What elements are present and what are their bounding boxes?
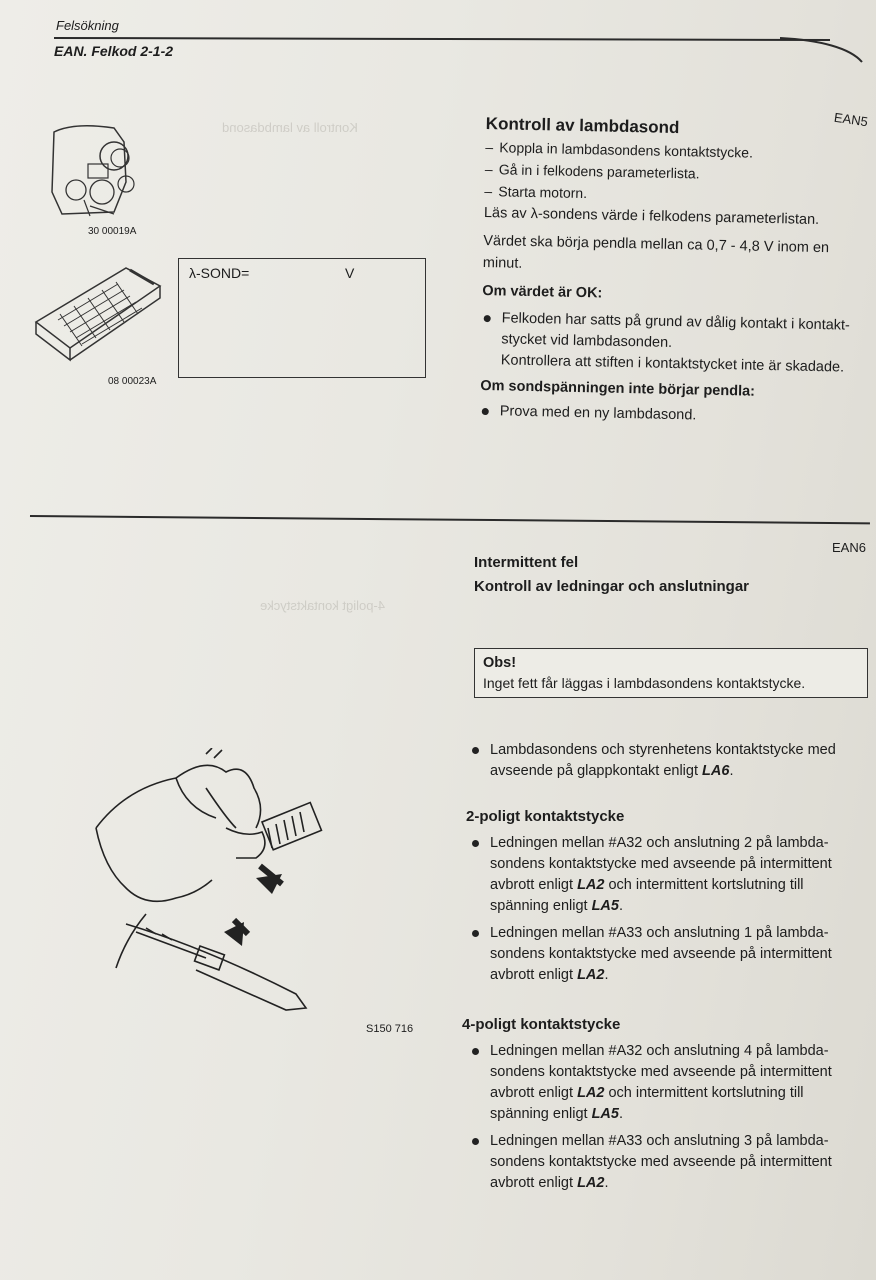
header-rule bbox=[54, 37, 830, 41]
bullet-dot bbox=[472, 747, 479, 754]
display-label: λ-SOND= bbox=[189, 265, 250, 281]
two-pole-bullet-2: Ledningen mellan #A33 och anslutning 1 på lambda- sondens kontaktstycke med avseende på intermittent avbrott enligt LA2. bbox=[470, 923, 870, 986]
obs-text: Inget fett får läggas i lambdasondens kontaktstycke. bbox=[483, 675, 806, 691]
intermittent-title bbox=[474, 554, 749, 595]
engine-diagram-figure bbox=[44, 122, 144, 222]
hand-connector-illustration bbox=[86, 748, 326, 1018]
new-sensor-bullet: Prova med en ny lambdasond. bbox=[480, 401, 852, 430]
two-pole-heading: 2-poligt kontaktstycke bbox=[466, 808, 625, 825]
tester-device-figure bbox=[30, 262, 164, 372]
step-list bbox=[484, 136, 857, 210]
bullet-dot bbox=[472, 930, 479, 937]
fault-code-title: EAN. Felkod 2-1-2 bbox=[54, 43, 174, 59]
section-title: Kontroll av lambdasond bbox=[485, 114, 680, 138]
section-code-tag: EAN6 bbox=[832, 540, 866, 555]
title-line: Kontroll av ledningar och anslutningar bbox=[474, 578, 750, 595]
figure-label: S150 716 bbox=[366, 1023, 414, 1035]
bullet-dot bbox=[472, 1048, 479, 1055]
bullet-dot bbox=[484, 315, 491, 322]
intro-bullet: Lambdasondens och styrenhetens kontaktstycke med avseende på glappkontakt enligt LA6. bbox=[470, 740, 870, 782]
header-rule-curve bbox=[780, 36, 866, 66]
value-instruction-cont: minut. bbox=[482, 254, 523, 272]
four-pole-bullet-1: Ledningen mellan #A32 och anslutning 4 på lambda- sondens kontaktstycke med avseende på intermittent avbrott enligt LA2 och intermittent kortslutning till spänning enligt LA5. bbox=[470, 1041, 870, 1125]
tester-display-box bbox=[178, 258, 426, 378]
four-pole-bullet-2: Ledningen mellan #A33 och anslutning 3 på lambda- sondens kontaktstycke med avseende på intermittent avbrott enligt LA2. bbox=[470, 1131, 870, 1194]
two-pole-bullet-1: Ledningen mellan #A32 och anslutning 2 på lambda- sondens kontaktstycke med avseende på intermittent avbrott enligt LA2 och intermittent kortslutning till spänning enligt LA5. bbox=[470, 833, 870, 917]
section-code-tag: EAN5 bbox=[833, 109, 869, 130]
not-pendling-heading: Om sondspänningen inte börjar pendla: bbox=[480, 377, 756, 400]
four-pole-heading: 4-poligt kontaktstycke bbox=[462, 1016, 621, 1033]
bullet-dot bbox=[472, 1138, 479, 1145]
step-item: – Koppla in lambdasondens kontaktstycke. bbox=[485, 138, 754, 161]
read-instruction: Läs av λ-sondens värde i felkodens parameterlistan. bbox=[483, 204, 820, 228]
show-through-text: 4-poligt kontaktstycke bbox=[260, 598, 386, 613]
obs-heading: Obs! bbox=[483, 655, 517, 671]
header-section: Felsökning bbox=[56, 18, 119, 33]
obs-note-box bbox=[474, 648, 868, 698]
lambda-check-section bbox=[479, 114, 857, 434]
display-unit: V bbox=[345, 265, 355, 281]
bullet-dot bbox=[472, 840, 479, 847]
show-through-text: Kontroll av lambdasond bbox=[222, 120, 358, 135]
step-item: – Starta motorn. bbox=[484, 182, 588, 202]
figure-label: 30 00019A bbox=[88, 226, 137, 237]
title-line: Intermittent fel bbox=[474, 554, 579, 571]
figure-label: 08 00023A bbox=[108, 376, 157, 387]
value-instruction: Värdet ska börja pendla mellan ca 0,7 - 4,8 V inom en bbox=[483, 232, 830, 257]
intermittent-checks bbox=[462, 740, 870, 1198]
step-item: – Gå in i felkodens parameterlista. bbox=[484, 160, 700, 182]
ok-heading: Om värdet är OK: bbox=[482, 282, 603, 302]
bullet-dot bbox=[482, 408, 489, 415]
ok-bullet: Felkoden har satts på grund av dålig kontakt i kontakt- stycket vid lambdasonden. Kontrollera att stiften i kontaktstycket inte är skadade. bbox=[481, 308, 854, 379]
section-divider bbox=[30, 515, 870, 524]
